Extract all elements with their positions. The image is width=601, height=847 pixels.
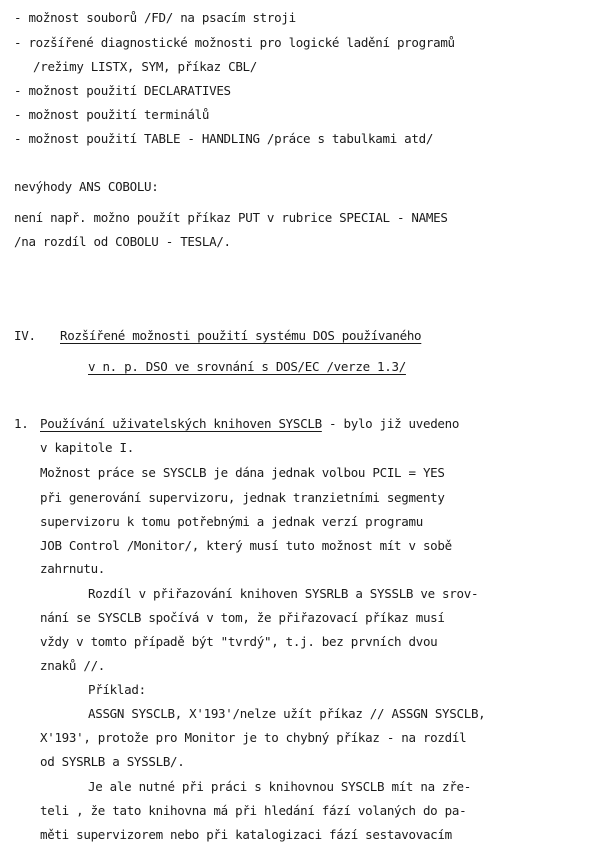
feature-item: - možnost použití DECLARATIVES (14, 83, 231, 98)
section-title: Rozšířené možnosti použití systému DOS používaného (60, 328, 422, 343)
paragraph-line: Možnost práce se SYSCLB je dána jednak volbou PCIL = YES (40, 465, 445, 480)
paragraph-line: JOB Control /Monitor/, který musí tuto možnost mít v sobě (40, 538, 452, 553)
feature-item: - možnost souborů /FD/ na psacím stroji (14, 10, 296, 25)
paragraph-line: od SYSRLB a SYSSLB/. (40, 754, 185, 769)
feature-item: - možnost použití terminálů (14, 107, 210, 122)
paragraph-line: zahrnutu. (40, 561, 106, 576)
paragraph-line: znaků //. (40, 658, 106, 673)
paragraph-line: vždy v tomto případě být "tvrdý", t.j. bez prvních dvou (40, 634, 438, 649)
item-title-rest: - bylo již uvedeno (321, 416, 460, 431)
paragraph-line: X'193', protože pro Monitor je to chybný příkaz - na rozdíl (40, 730, 467, 745)
paragraph-line: teli , že tato knihovna má při hledání fází volaných do pa- (40, 803, 467, 818)
paragraph-line: v kapitole I. (40, 440, 134, 455)
disadvantages-text: není např. možno použít příkaz PUT v rubrice SPECIAL - NAMES (14, 210, 448, 225)
example-label: Příklad: (88, 682, 146, 697)
section-number: IV. (14, 328, 36, 343)
disadvantages-text: /na rozdíl od COBOLU - TESLA/. (14, 234, 231, 249)
paragraph-line: při generování supervizoru, jednak tranzietními segmenty (40, 490, 445, 505)
paragraph-line: měti supervizorem nebo při katalogizaci fází sestavovacím (40, 827, 452, 842)
paragraph-line: ASSGN SYSCLB, X'193'/nelze užít příkaz // ASSGN SYSCLB, (88, 706, 486, 721)
paragraph-line: supervizoru k tomu potřebnými a jednak verzí programu (40, 514, 423, 529)
section-title-continuation: v n. p. DSO ve srovnání s DOS/EC /verze 1.3/ (88, 359, 406, 374)
paragraph-line: nání se SYSCLB spočívá v tom, že přiřazovací příkaz musí (40, 610, 445, 625)
feature-item: - rozšířené diagnostické možnosti pro logické ladění programů (14, 35, 455, 50)
feature-item-continuation: /režimy LISTX, SYM, příkaz CBL/ (33, 59, 257, 74)
disadvantages-heading: nevýhody ANS COBOLU: (14, 179, 159, 194)
feature-item: - možnost použití TABLE - HANDLING /práce s tabulkami atd/ (14, 131, 434, 146)
item-title: Používání uživatelských knihoven SYSCLB (40, 416, 322, 431)
item-heading-line (40, 416, 459, 432)
paragraph-line: Je ale nutné při práci s knihovnou SYSCLB mít na zře- (88, 779, 471, 794)
paragraph-line: Rozdíl v přiřazování knihoven SYSRLB a SYSSLB ve srov- (88, 586, 479, 601)
item-number: 1. (14, 416, 29, 431)
